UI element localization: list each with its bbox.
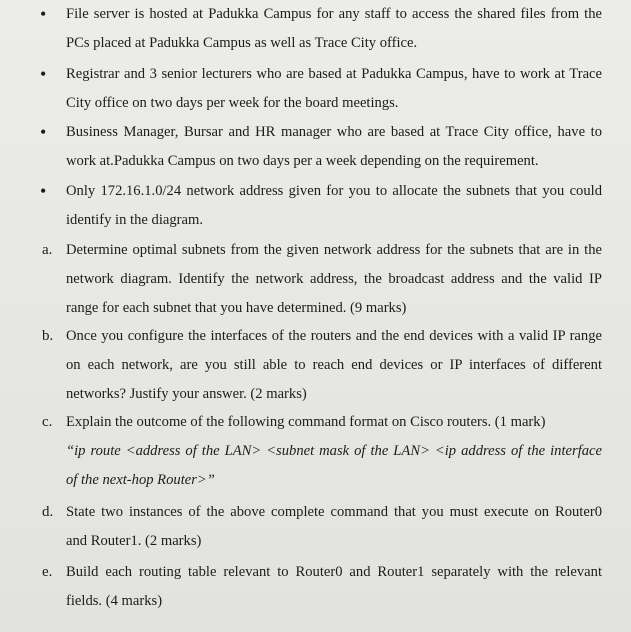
- bullet-text: [66, 0, 602, 58]
- bullet-text: [66, 60, 602, 118]
- question-marker: d.: [42, 504, 54, 520]
- bullet-text: [66, 118, 602, 176]
- text-line: Build each routing table relevant to Router0 and Router1 separately with the relevant: [66, 564, 602, 580]
- text-line: work at.Padukka Campus on two days per a week depending on the requirement.: [66, 153, 539, 169]
- text-line: PCs placed at Padukka Campus as well as Trace City office.: [66, 35, 418, 51]
- text-line: identify in the diagram.: [66, 212, 203, 228]
- bullet-marker: •: [40, 122, 47, 142]
- text-line: on each network, are you still able to reach end devices or IP interfaces of different: [66, 357, 602, 373]
- question-text: [66, 236, 602, 323]
- text-line: State two instances of the above complete command that you must execute on Router0: [66, 504, 602, 520]
- text-line: Only 172.16.1.0/24 network address given for you to allocate the subnets that you could: [66, 183, 602, 199]
- bullet-marker: •: [40, 181, 47, 201]
- text-line: fields. (4 marks): [66, 593, 163, 609]
- text-line: City office on two days per week for the board meetings.: [66, 95, 399, 111]
- text-line: Business Manager, Bursar and HR manager who are based at Trace City office, have to: [66, 124, 602, 140]
- question-text: [66, 322, 602, 409]
- text-line: Once you configure the interfaces of the routers and the end devices with a valid IP range: [66, 328, 602, 344]
- text-line: range for each subnet that you have determined. (9 marks): [66, 300, 407, 316]
- command-format-line: of the next-hop Router>”: [66, 472, 215, 488]
- question-marker: b.: [42, 328, 54, 344]
- text-line: networks? Justify your answer. (2 marks): [66, 386, 307, 402]
- question-marker: a.: [42, 242, 53, 258]
- bullet-marker: •: [40, 64, 47, 84]
- bullet-marker: •: [40, 4, 47, 24]
- text-line: Registrar and 3 senior lecturers who are based at Padukka Campus, have to work at Trace: [66, 66, 602, 82]
- question-text: [66, 408, 602, 495]
- text-line: network diagram. Identify the network address, the broadcast address and the valid IP: [66, 271, 602, 287]
- question-text: [66, 558, 602, 616]
- question-marker: c.: [42, 414, 53, 430]
- text-line: File server is hosted at Padukka Campus for any staff to access the shared files from the: [66, 6, 602, 22]
- text-line: Explain the outcome of the following command format on Cisco routers. (1 mark): [66, 414, 546, 430]
- bullet-text: [66, 177, 602, 235]
- question-marker: e.: [42, 564, 53, 580]
- text-line: and Router1. (2 marks): [66, 533, 202, 549]
- question-text: [66, 498, 602, 556]
- command-format-line: “ip route <address of the LAN> <subnet mask of the LAN> <ip address of the interface: [66, 443, 602, 459]
- text-line: Determine optimal subnets from the given network address for the subnets that are in the: [66, 242, 602, 258]
